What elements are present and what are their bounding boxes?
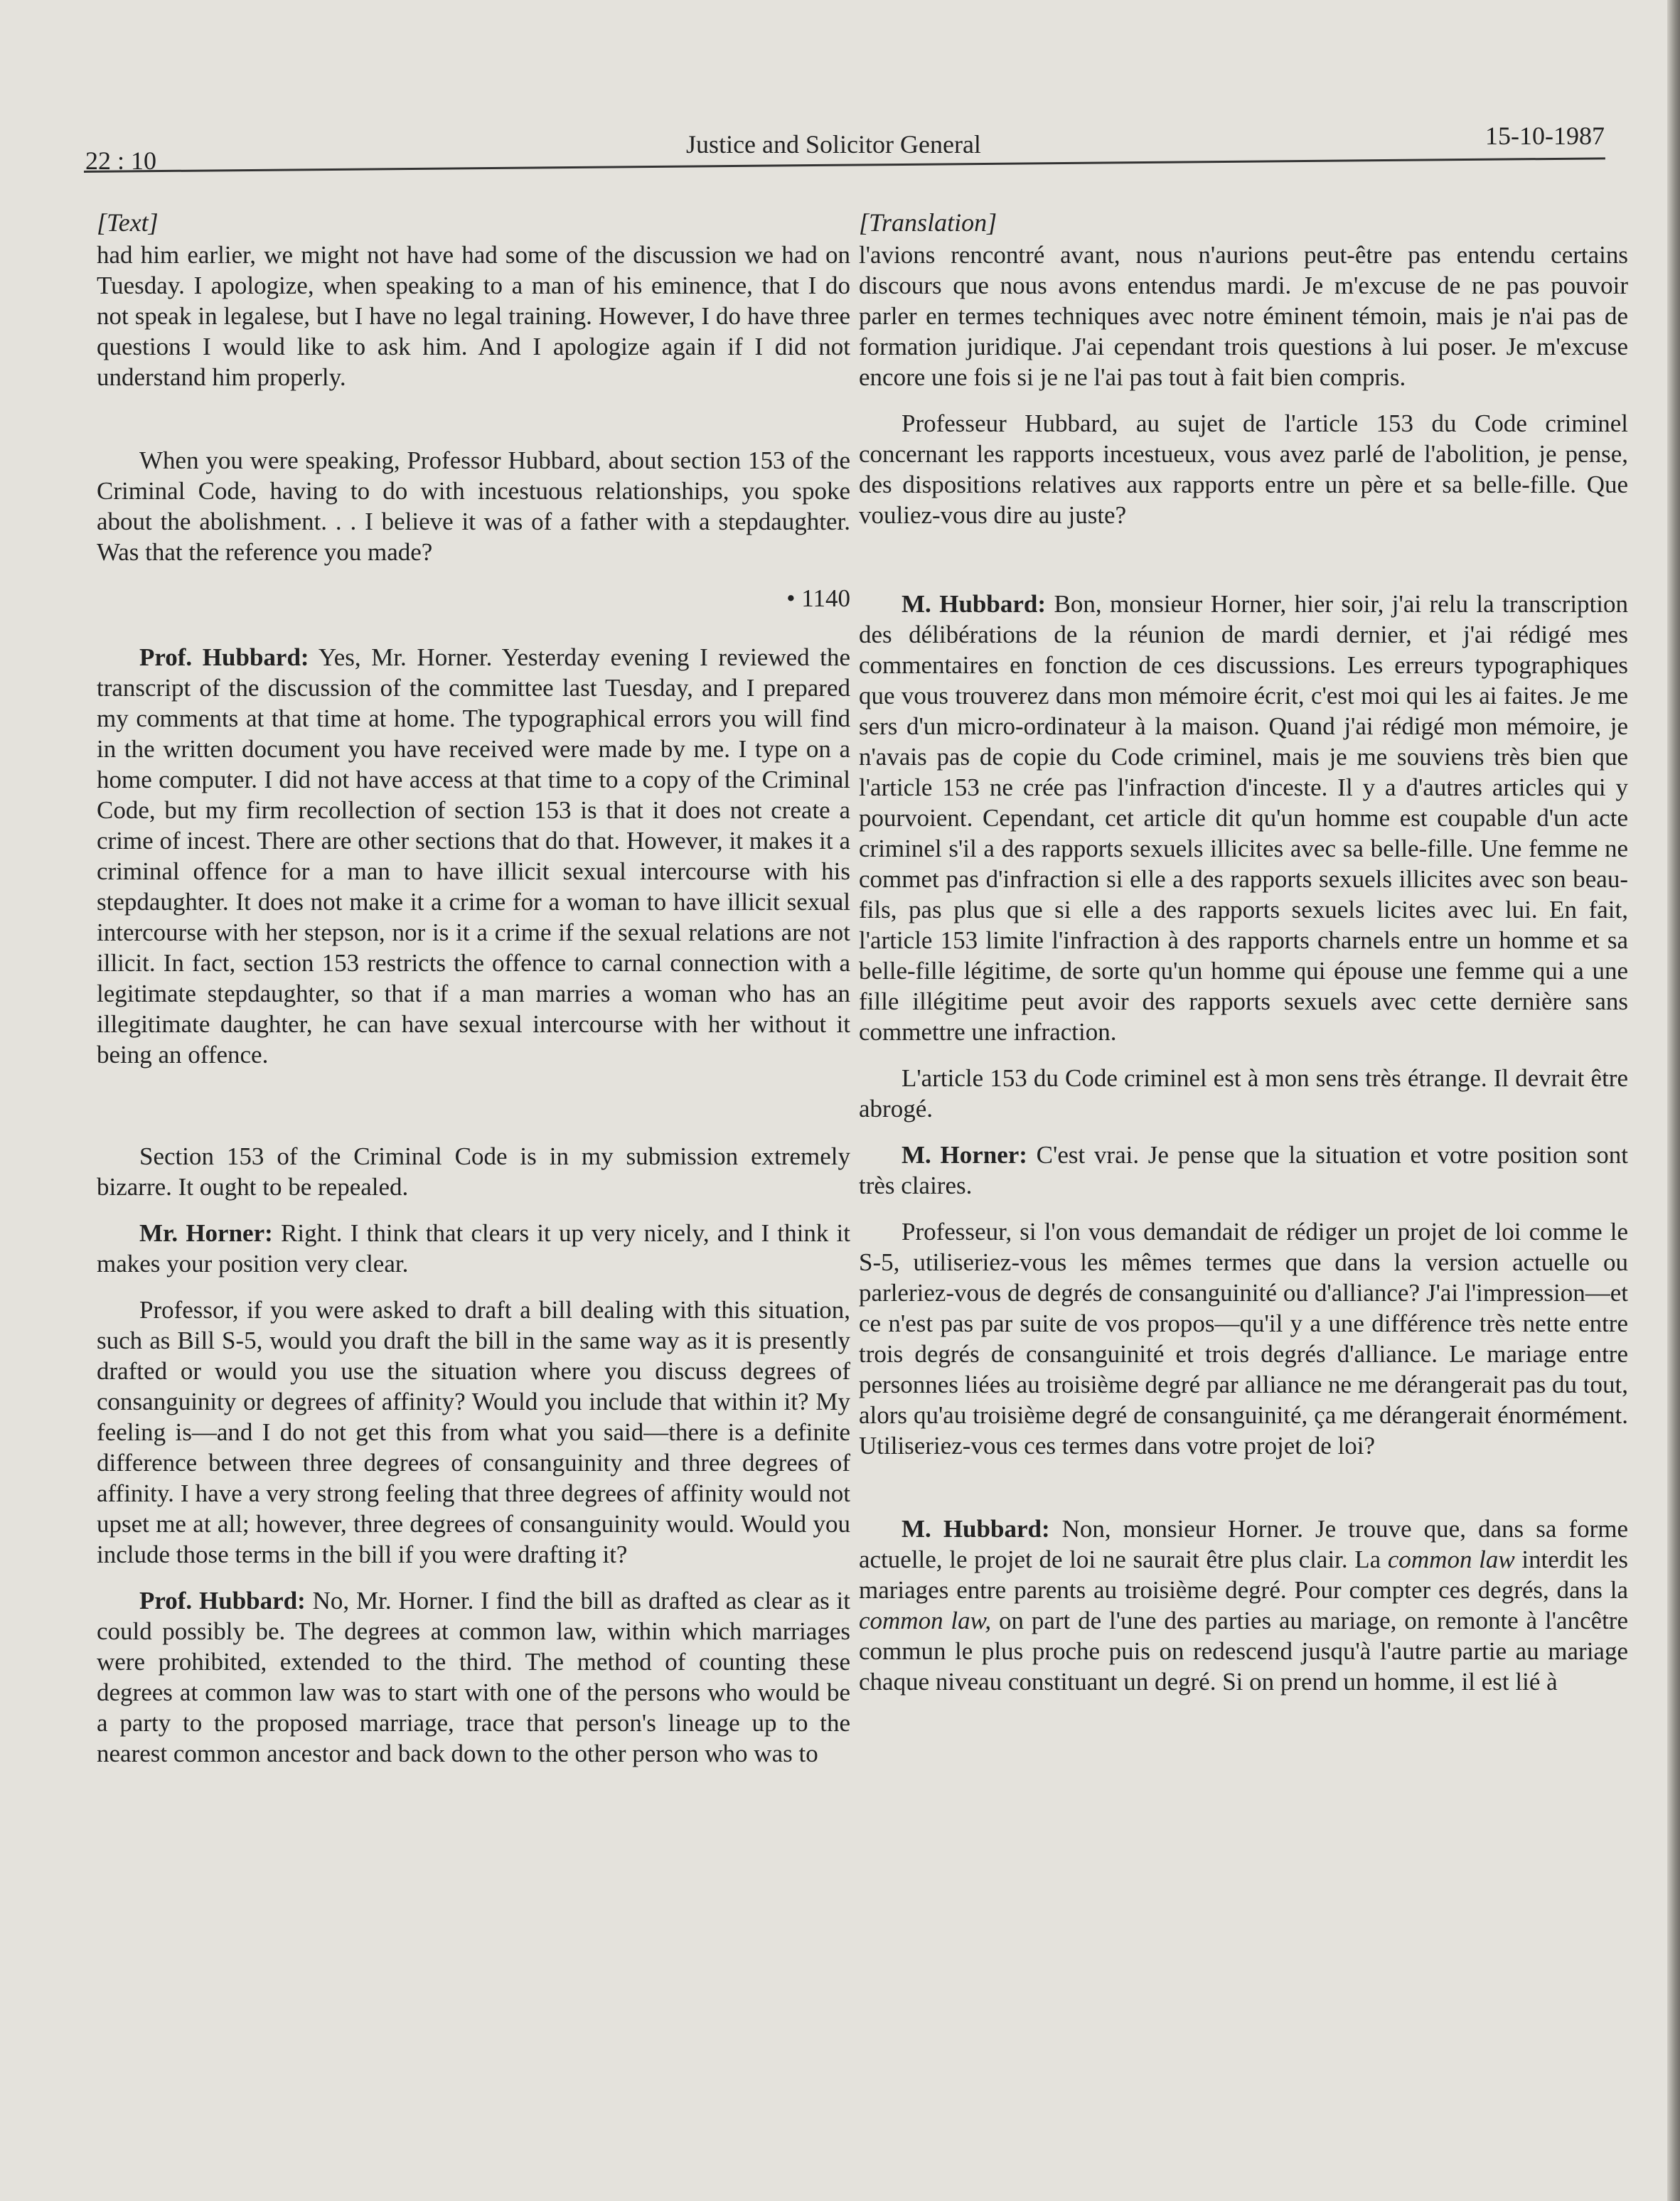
paragraph: When you were speaking, Professor Hubbard, about section 153 of the Criminal Code, having to do with incestuous relationships, you spoke about the abolishment. . . I believe it was of a father with a stepdaughter. Was that the reference you made? — [97, 446, 850, 566]
speaker-name: M. Hubbard: — [901, 590, 1047, 618]
speaker-name: M. Horner: — [901, 1141, 1027, 1169]
italic-term: common law, — [859, 1607, 992, 1634]
speech-text: Non, monsieur Horner. Je trouve que, dans sa forme actuelle, le projet de loi ne saurait être plus clair. La — [859, 1515, 1628, 1573]
paragraph: had him earlier, we might not have had some of the discussion we had on Tuesday. I apologize, when speaking to a man of his eminence, that I do not speak in legalese, but I have no legal training. However, I do have three questions I would like to ask him. And I apologize again if I did not understand him properly. — [97, 241, 850, 391]
paragraph — [97, 1585, 850, 1769]
speech-text: Bon, monsieur Horner, hier soir, j'ai relu la transcription des délibérations de la réunion de mardi dernier, et j'ai rédigé mes commentaires en fonction de ces discussions. Les erreurs typographiques que vous trouverez dans mon mémoire écrit, c'est moi qui les ai faites. Je me sers d'un micro-ordinateur à la maison. Quand j'ai rédigé mon mémoire, je n'avais pas de copie du Code criminel, mais je me souviens très bien que l'article 153 ne crée pas l'infraction d'inceste. Il y a d'autres articles qui y pourvoient. Cependant, cet article dit qu'un homme est coupable d'un acte criminel s'il a des rapports sexuels illicites avec sa belle-fille. Une femme ne commet pas d'infraction si elle a des rapports sexuels illicites avec son beau-fils, pas plus que si elle a des rapports sexuels licites avec lui. En fait, l'article 153 limite l'infraction à des rapports charnels entre un homme et sa belle-fille légitime, de sorte qu'un homme qui épouse une femme qui a une fille illégitime peut avoir des rapports sexuels avec cette dernière sans commettre une infraction. — [859, 590, 1629, 1046]
paragraph: Professeur Hubbard, au sujet de l'article 153 du Code criminel concernant les rapports incestueux, vous avez parlé de l'abolition, je pense, des dispositions relatives aux rapports entre un père et sa belle-fille. Que vouliez-vous dire au juste? — [859, 409, 1628, 529]
speech-text: Yes, Mr. Horner. Yesterday evening I reviewed the transcript of the discussion of the committee last Tuesday, and I prepared my comments at that time at home. The typographical errors you will find in the written document you have received were made by me. I type on a home computer. I did not have access at that time to a copy of the Criminal Code, but my firm recollection of section 153 is that it does not create a crime of incest. There are other sections that do that. However, it makes it a criminal offence for a man to have illicit sexual intercourse with his stepdaughter. It does not make it a crime for a woman to have illicit sexual intercourse with her stepson, nor is it a crime if the sexual relations are not illicit. In fact, section 153 restricts the offence to carnal connection with a legitimate stepdaughter, so that if a man marries a woman who has an illegitimate daughter, he can have sexual intercourse with her without it being an offence. — [97, 643, 851, 1069]
translation-label: [Translation] — [859, 208, 997, 237]
speaker-name: Prof. Hubbard: — [139, 643, 309, 671]
speech-text: C'est vrai. Je pense que la situation et votre position sont très claires. — [859, 1141, 1629, 1199]
page-edge — [1667, 0, 1680, 2201]
italic-term: common law — [1387, 1546, 1515, 1573]
paragraph — [859, 1140, 1628, 1201]
page-number: 22 : 10 — [85, 146, 157, 175]
speech-text: interdit les mariages entre parents au troisième degré. Pour compter ces degrés, dans la — [859, 1546, 1628, 1604]
time-marker: • 1140 — [786, 584, 850, 612]
header-date: 15-10-1987 — [1485, 122, 1605, 150]
paragraph: Section 153 of the Criminal Code is in my submission extremely bizarre. It ought to be repealed. — [97, 1142, 850, 1201]
paragraph — [97, 642, 850, 1070]
paragraph: Professeur, si l'on vous demandait de rédiger un projet de loi comme le S-5, utiliseriez-vous les mêmes termes que dans la version actuelle ou parleriez-vous de degrés de consanguinité ou d'alliance? J'ai l'impression—et ce n'est pas par suite de vos propos—qu'il y a une différence très nette entre trois degrés de consanguinité et trois degrés d'alliance. Le mariage entre personnes liées au troisième degré par alliance ne me dérangerait pas du tout, alors qu'au troisième degré de consanguinité, ça me dérangerait énormément. Utiliseriez-vous ces termes dans votre projet de loi? — [859, 1218, 1628, 1460]
speech-text: on part de l'une des parties au mariage, on remonte à l'ancêtre commun le plus proche puis on redescend jusqu'à l'autre partie au mariage chaque niveau constituant un degré. Si on prend un homme, il est lié à — [859, 1607, 1628, 1696]
speaker-name: Mr. Horner: — [139, 1219, 273, 1247]
paragraph — [859, 589, 1628, 1047]
speech-text: No, Mr. Horner. I find the bill as drafted as clear as it could possibly be. The degrees at common law, within which marriages were prohibited, extended to the third. The method of counting these degrees at common law was to start with one of the persons who would be a party to the proposed marriage, trace that person's lineage up to the nearest common ancestor and back down to the other person who was to — [97, 1587, 851, 1767]
paragraph — [97, 1218, 850, 1279]
paragraph: l'avions rencontré avant, nous n'aurions peut-être pas entendu certains discours que nous avons entendus mardi. Je m'excuse de ne pas pouvoir parler en termes techniques avec notre éminent témoin, mais je n'ai pas de formation juridique. J'ai cependant trois questions à lui poser. Je m'excuse encore une fois si je ne l'ai pas tout à fait bien compris. — [859, 241, 1628, 391]
paragraph — [859, 1514, 1628, 1697]
english-column — [97, 208, 850, 1784]
paragraph: Professor, if you were asked to draft a bill dealing with this situation, such as Bill S-5, would you draft the bill in the same way as it is presently drafted or would you use the situation where you discuss degrees of consanguinity or degrees of affinity? Would you include that within it? My feeling is—and I do not get this from what you said—there is a definite difference between three degrees of consanguinity and three degrees of affinity. I have a very strong feeling that three degrees of affinity would not upset me at all; however, three degrees of consanguinity would. Would you include those terms in the bill if you were drafting it? — [97, 1296, 850, 1568]
paragraph: L'article 153 du Code criminel est à mon sens très étrange. Il devrait être abrogé. — [859, 1064, 1628, 1123]
page-header — [0, 0, 1667, 185]
french-column — [859, 208, 1628, 1713]
speech-text: Right. I think that clears it up very nicely, and I think it makes your position very clear. — [97, 1219, 851, 1278]
speaker-name: Prof. Hubbard: — [139, 1587, 306, 1614]
running-title: Justice and Solicitor General — [686, 130, 981, 159]
header-rule — [84, 157, 1605, 173]
speaker-name: M. Hubbard: — [901, 1515, 1050, 1543]
text-label: [Text] — [97, 208, 159, 237]
